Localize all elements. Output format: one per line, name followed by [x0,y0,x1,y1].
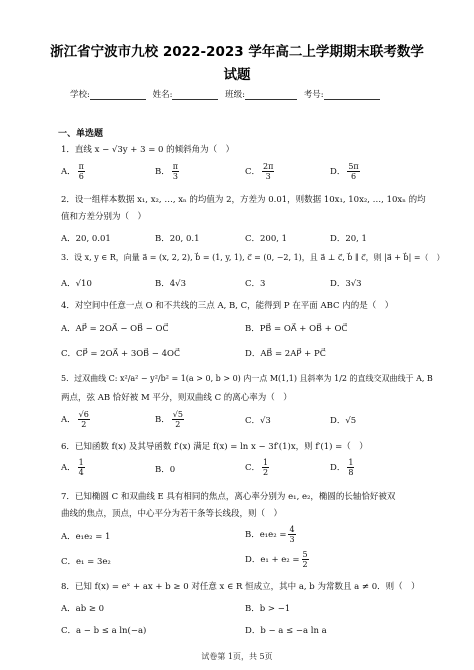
examno-blank[interactable] [324,90,380,100]
student-info-row [70,88,384,100]
q1-option-a: A． $\frac{\pi}{6}$ [61,162,84,181]
q6-option-d: D． $\frac{1}{8}$ [330,458,354,477]
q2-option-b: B．20, 0.1 [155,234,200,244]
page-footer: 试卷第 1页，共 5页 [201,652,273,661]
q3-option-d: D．3√3 [330,279,362,289]
q6-option-b: B．0 [155,465,176,475]
q5-stem-line1: 5．过双曲线 C: x²/a² − y²/b² = 1(a > 0, b > 0) 内一点 M(1,1) 且斜率为 1/2 的直线交双曲线于 A, B [61,374,433,383]
examno-label: 考号: [303,90,324,100]
q3-option-c: C．3 [245,279,266,289]
q4-option-c: C．CP⃗ = 2OA⃗ + 3OB⃗ − 4OC⃗ [61,349,180,359]
q7-stem-line1: 7．已知椭圆 C 和双曲线 E 具有相同的焦点，离心率分别为 e₁, e₂，椭圆的长轴恰好被双 [61,492,396,502]
name-label: 姓名: [152,90,173,100]
q2-stem-line2: 值和方差分别为（ ） [61,212,147,222]
q5-option-b: B． $\frac{√5}{2}$ [155,410,183,429]
q5-option-c: C．√3 [245,416,271,426]
q2-option-d: D．20, 1 [330,234,367,244]
q1-option-b: B． $\frac{\pi}{3}$ [155,162,179,181]
q2-option-a: A．20, 0.01 [61,234,111,244]
q7-option-c: C．e₁ = 3e₂ [61,557,111,567]
q1-option-c: C． $\frac{2\pi}{3}$ [245,162,274,181]
q7-option-a: A．e₁e₂ = 1 [61,532,111,542]
q3-option-b: B．4√3 [155,279,186,289]
q6-option-c: C． $\frac{1}{2}$ [245,458,269,477]
q8-option-b: B．b > −1 [245,604,291,614]
school-blank[interactable] [90,90,146,100]
q7-option-b: B．e₁e₂ = $\frac{4}{3}$ [245,525,295,544]
q1-stem: 1．直线 x − √3y + 3 = 0 的倾斜角为（ ） [61,145,235,155]
q3-stem: 3．设 x, y ∈ R，向量 a⃗ = (x, 2, 2), b⃗ = (1, y, 1), c⃗ = (0, −2, 1)，且 a⃗ ⊥ c⃗, b⃗ ∥ c⃗，则 |a⃗ + b⃗| =（ ） [61,253,445,262]
q8-option-d: D．b − a ≤ −a ln a [245,626,327,636]
q2-stem-line1: 2．设一组样本数据 x₁, x₂, …, xₙ 的均值为 2，方差为 0.01，则数据 10x₁, 10x₂, …, 10xₙ 的均 [61,195,426,205]
q5-option-a: A． $\frac{√6}{2}$ [61,410,89,429]
q8-stem: 8．已知 f(x) = eˣ + ax + b ≥ 0 对任意 x ∈ R 恒成立，其中 a, b 为常数且 a ≠ 0．则（ ） [61,582,420,592]
q5-option-d: D．√5 [330,416,357,426]
title-line-1: 浙江省宁波市九校 2022-2023 学年高二上学期期末联考数学 [50,44,424,60]
q3-option-a: A．√10 [61,279,92,289]
school-label: 学校: [70,90,90,100]
q1-option-d: D． $\frac{5\pi}{6}$ [330,162,359,181]
q5-stem-line2: 两点，弦 AB 恰好被 M 平分，则双曲线 C 的离心率为（ ） [61,393,292,403]
q2-option-c: C．200, 1 [245,234,288,244]
class-label: 班级: [225,90,246,100]
q7-option-d: D．e₁ + e₂ = $\frac{5}{2}$ [245,550,308,569]
q4-option-b: B．PB⃗ = OA⃗ + OB⃗ + OC⃗ [245,324,348,334]
q6-option-a: A． $\frac{1}{4}$ [61,458,84,477]
name-blank[interactable] [172,90,218,100]
q7-stem-line2: 曲线的焦点，顶点，中心平分为若干条等长线段，则（ ） [61,509,283,519]
q4-option-d: D．AB⃗ = 2AP⃗ + PC⃗ [245,349,326,359]
class-blank[interactable] [245,90,297,100]
title-line-2: 试题 [223,67,251,83]
q6-stem: 6．已知函数 f(x) 及其导函数 f′(x) 满足 f(x) = ln x − 3f′(1)x，则 f′(1) =（ ） [61,442,368,452]
q4-stem: 4．对空间中任意一点 O 和不共线的三点 A, B, C，能得到 P 在平面 ABC 内的是（ ） [61,301,394,311]
q8-option-a: A．ab ≥ 0 [61,604,105,614]
q8-option-c: C．a − b ≤ a ln(−a) [61,626,147,636]
section-heading: 一、单选题 [58,129,104,139]
q4-option-a: A．AP⃗ = 2OA⃗ − OB⃗ − OC⃗ [61,324,169,334]
